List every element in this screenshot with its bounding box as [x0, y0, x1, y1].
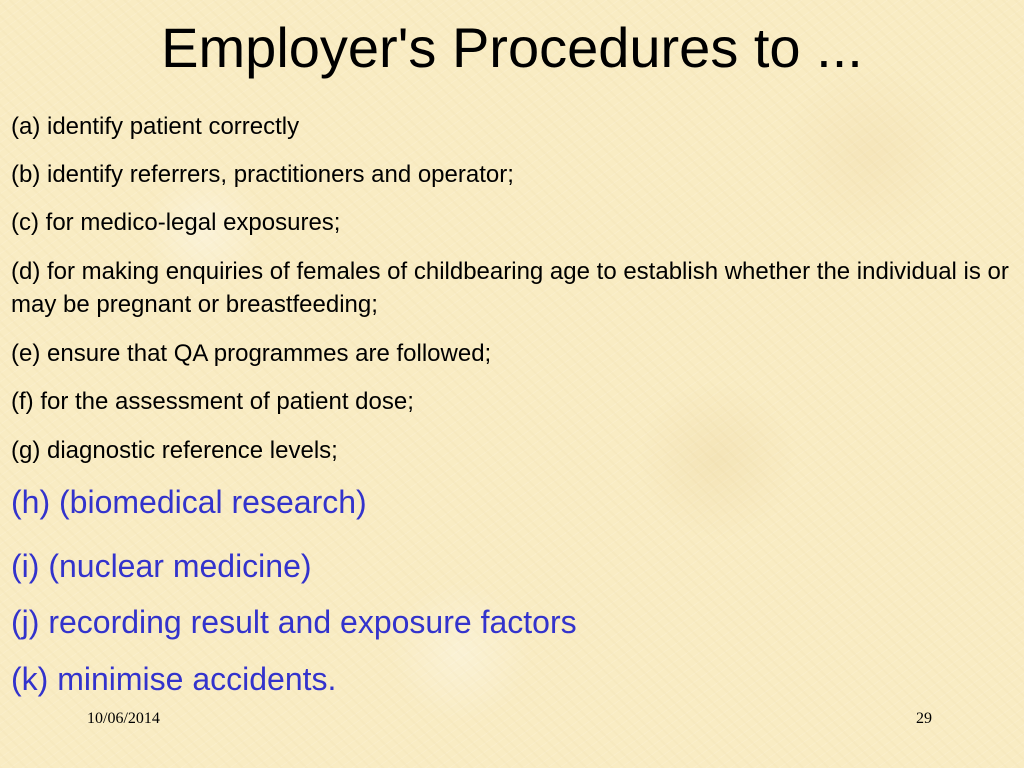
list-item-i: (i) (nuclear medicine) — [11, 548, 312, 584]
list-item-a: (a) identify patient correctly — [11, 113, 300, 140]
list-item-g: (g) diagnostic reference levels; — [11, 437, 338, 464]
list-item-b: (b) identify referrers, practitioners and operator; — [11, 161, 514, 188]
list-item-f: (f) for the assessment of patient dose; — [11, 388, 414, 415]
footer-date: 10/06/2014 — [87, 710, 160, 727]
list-item-k: (k) minimise accidents. — [11, 661, 337, 697]
list-item-j: (j) recording result and exposure factors — [11, 604, 577, 640]
slide-title: Employer's Procedures to ... — [161, 16, 863, 79]
list-item-c: (c) for medico-legal exposures; — [11, 209, 341, 236]
list-item-h: (h) (biomedical research) — [11, 484, 367, 520]
list-item-d: (d) for making enquiries of females of childbearing age to establish whether the individual is or may be pregnant or breastfeeding; — [11, 258, 1009, 318]
footer-page-number: 29 — [916, 710, 932, 727]
list-item-e: (e) ensure that QA programmes are followed; — [11, 340, 492, 367]
